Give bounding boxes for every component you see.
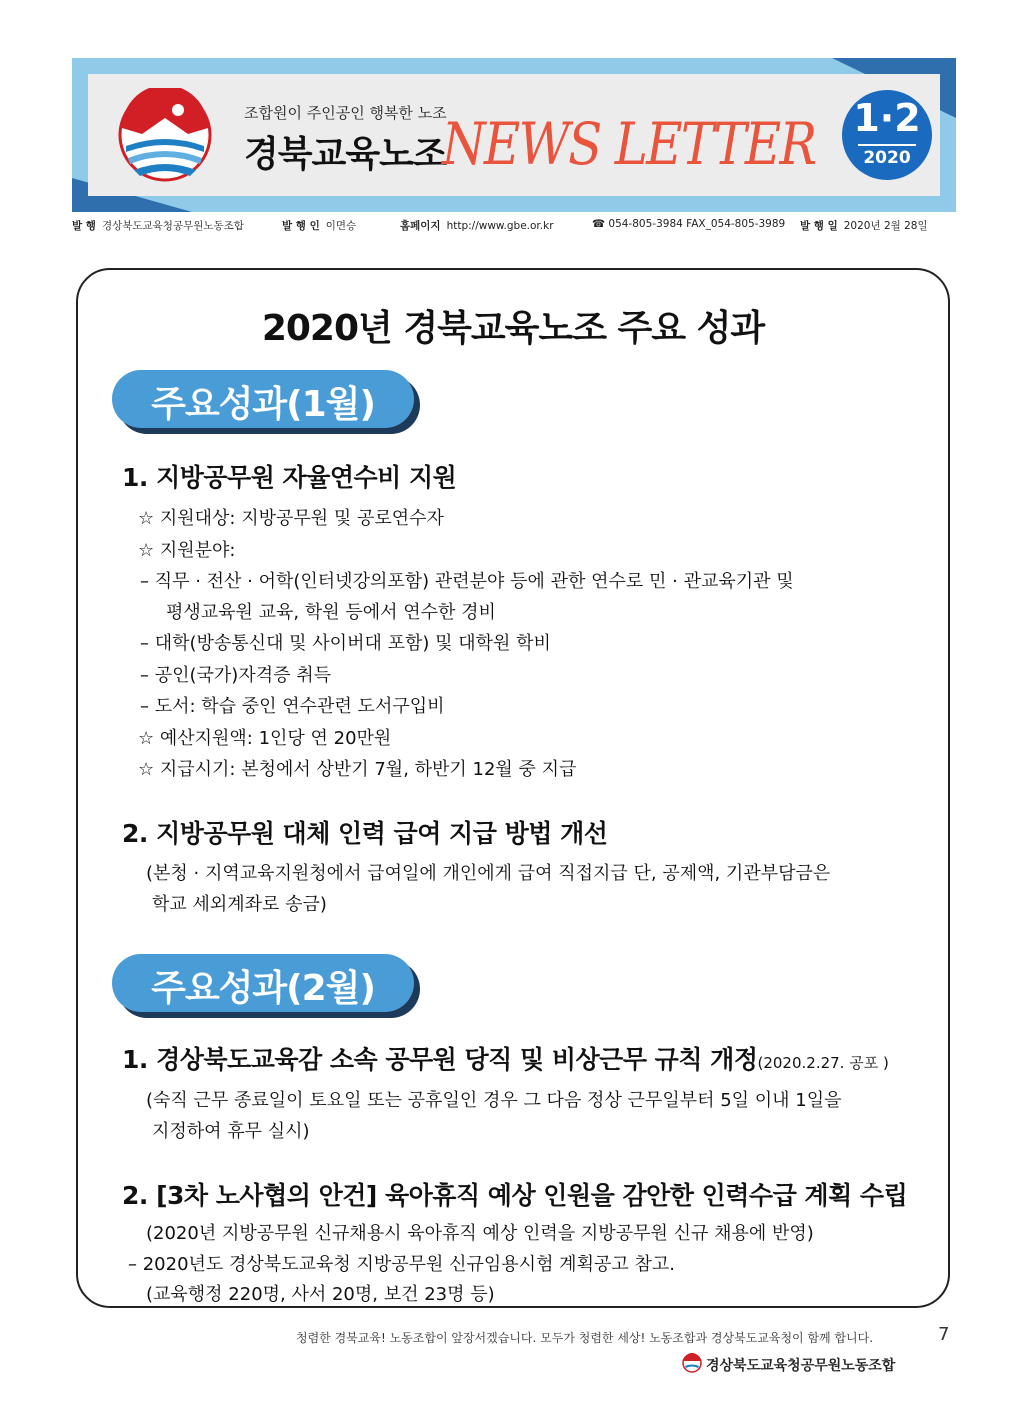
section-pill-jan <box>112 370 414 428</box>
section-pill-jan-label: 주요성과(1월) <box>151 384 375 425</box>
list-item: 지정하여 휴무 실시) <box>152 1121 310 1142</box>
list-item: ☆ 예산지원액: 1인당 연 20만원 <box>138 728 392 749</box>
issue-number: 1·2 <box>853 96 921 140</box>
list-item: (교육행정 220명, 사서 20명, 보건 23명 등) <box>146 1284 495 1305</box>
section-pill-feb <box>112 954 414 1012</box>
list-item: – 대학(방송통신대 및 사이버대 포함) 및 대학원 학비 <box>140 633 551 654</box>
feb-item1-heading-text: 1. 경상북도교육감 소속 공무원 당직 및 비상근무 규칙 개정 <box>122 1045 758 1074</box>
footer-organization: 경상북도교육청공무원노동조합 <box>706 1358 896 1374</box>
list-item: – 직무 · 전산 · 어학(인터넷강의포함) 관련분야 등에 관한 연수로 민 · 관교육기관 및 <box>140 571 794 592</box>
publisher: 발 행 경상북도교육청공무원노동조합 <box>72 220 244 232</box>
banner-inner <box>88 74 940 196</box>
content-box <box>76 268 950 1308</box>
list-item: – 도서: 학습 중인 연수관련 도서구입비 <box>140 696 445 717</box>
slogan: 조합원이 주인공인 행복한 노조 <box>244 104 447 122</box>
feb-item1-note: (2020.2.27. 공포 ) <box>757 1054 889 1072</box>
issuer: 발 행 인 이면승 <box>282 220 357 232</box>
list-item: 학교 세외계좌로 송금) <box>152 894 327 915</box>
union-name: 경북교육노조 <box>244 134 447 175</box>
jan-item2-heading: 2. 지방공무원 대체 인력 급여 지급 방법 개선 <box>122 819 608 848</box>
homepage: 홈페이지 http://www.gbe.or.kr <box>400 220 554 232</box>
page-number: 7 <box>938 1324 950 1345</box>
feb-item1-heading <box>122 1040 889 1076</box>
issue-year: 2020 <box>863 148 911 168</box>
section-pill-feb-label: 주요성과(2월) <box>151 968 375 1009</box>
jan-item1-heading: 1. 지방공무원 자율연수비 지원 <box>122 463 457 492</box>
list-item: (2020년 지방공무원 신규채용시 육아휴직 예상 인력을 지방공무원 신규 채용에 반영) <box>146 1223 814 1244</box>
publish-date: 발 행 일 2020년 2월 28일 <box>800 220 928 232</box>
list-item: – 공인(국가)자격증 취득 <box>140 665 331 686</box>
page-title: 2020년 경북교육노조 주요 성과 <box>261 308 765 349</box>
list-item: (본청 · 지역교육지원청에서 급여일에 개인에게 급여 직접지급 단, 공제액, 기관부담금은 <box>146 863 831 884</box>
issue-divider <box>858 144 916 146</box>
header-banner <box>72 58 956 212</box>
list-item: 평생교육원 교육, 학원 등에서 연수한 경비 <box>166 602 496 623</box>
list-item: ☆ 지급시기: 본청에서 상반기 7월, 하반기 12월 중 지급 <box>138 759 577 780</box>
union-logo-icon <box>118 88 212 182</box>
feb-item2-heading: 2. [3차 노사협의 안건] 육아휴직 예상 인원을 감안한 인력수급 계획 수립 <box>122 1181 908 1210</box>
list-item: ☆ 지원대상: 지방공무원 및 공로연수자 <box>138 508 444 529</box>
newsletter-title: NEWS LETTER <box>442 110 816 178</box>
list-item: ☆ 지원분야: <box>138 540 236 561</box>
list-item: (숙직 근무 종료일이 토요일 또는 공휴일인 경우 그 다음 정상 근무일부터 5일 이내 1일을 <box>146 1090 842 1111</box>
footer-motto: 청렴한 경북교육! 노동조합이 앞장서겠습니다. 모두가 청렴한 세상! 노동조합과 경상북도교육청이 함께 합니다. <box>296 1331 874 1345</box>
footer-logo-icon <box>682 1353 702 1373</box>
issue-badge <box>842 90 932 180</box>
phone-fax: ☎ 054-805-3984 FAX_054-805-3989 <box>592 218 786 230</box>
list-item: – 2020년도 경상북도교육청 지방공무원 신규임용시험 계획공고 참고. <box>128 1254 675 1275</box>
